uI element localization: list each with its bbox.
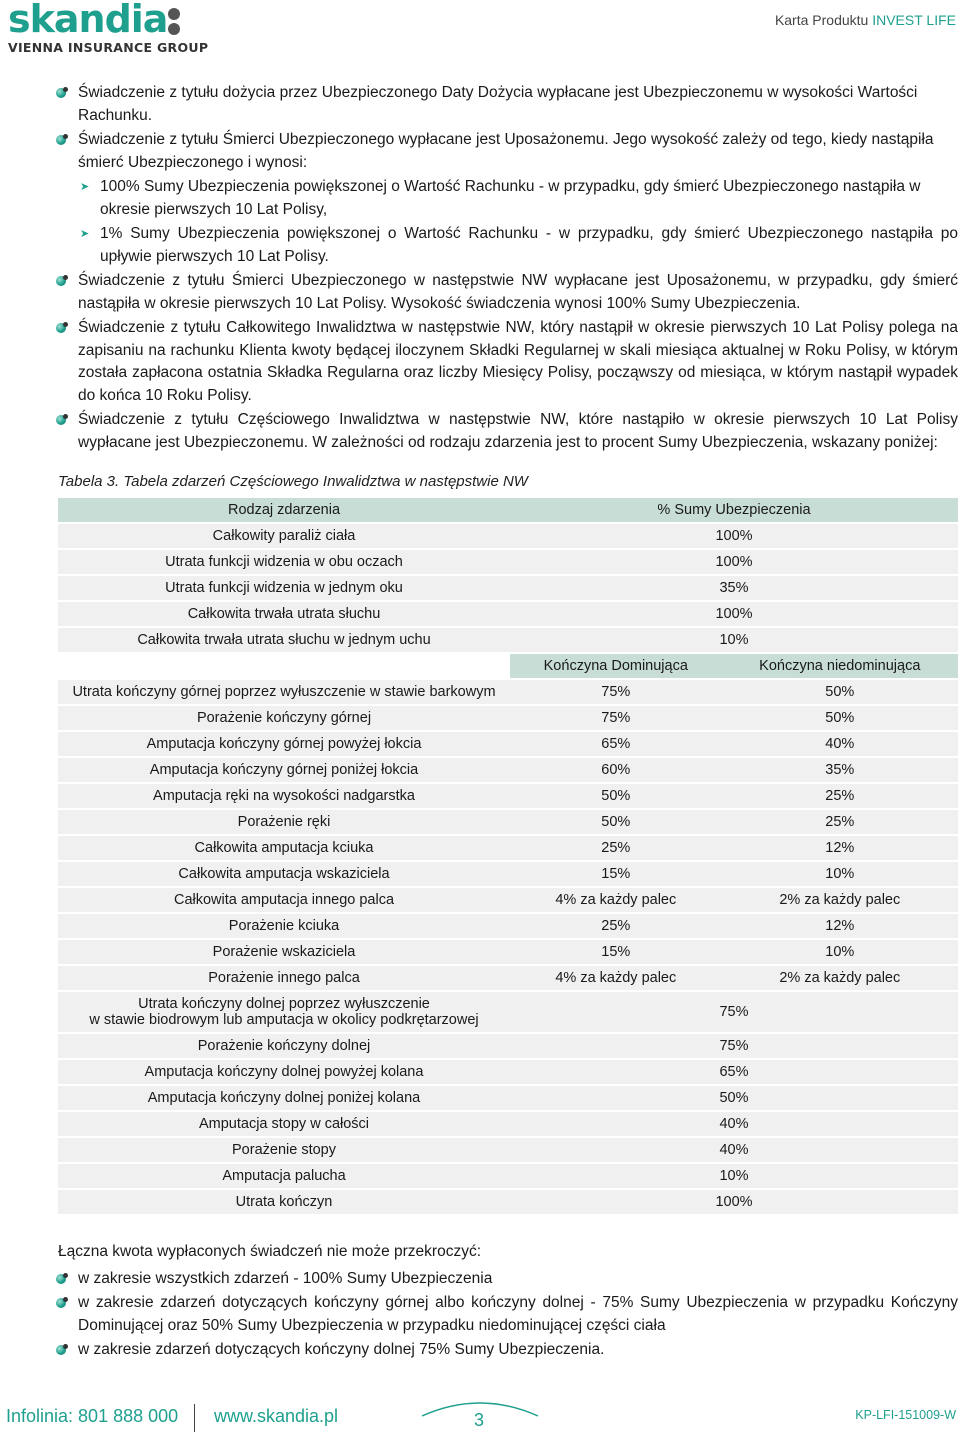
footer-divider [194, 1404, 195, 1432]
table-row [58, 1138, 958, 1162]
event-cell: Całkowita trwała utrata słuchu [58, 602, 510, 626]
percent-cell: 40% [510, 1112, 958, 1136]
percent-cell: 100% [510, 1190, 958, 1214]
percent-cell: 75% [510, 1034, 958, 1058]
event-cell: Całkowita amputacja innego palca [58, 888, 510, 912]
dominant-percent-cell: 15% [510, 940, 722, 964]
document-code: KP-LFI-151009-W [855, 1408, 956, 1422]
table-row [58, 862, 958, 886]
list-item [58, 270, 958, 315]
subheader-dominant: Kończyna Dominująca [510, 654, 722, 678]
subheader-nondominant: Kończyna niedominująca [722, 654, 958, 678]
event-cell: Całkowity paraliż ciała [58, 524, 510, 548]
sub-bullet-text: 1% Sumy Ubezpieczenia powiększonej o Wartość Rachunku - w przypadku, gdy śmierć Ubezpieczonego nastąpiła po upływie pierwszych 10 Lat Polisy. [100, 225, 958, 265]
table-row [58, 940, 958, 964]
column-header-percent: % Sumy Ubezpieczenia [510, 498, 958, 522]
percent-cell: 100% [510, 524, 958, 548]
event-cell: Utrata kończyny górnej poprzez wyłuszczenie w stawie barkowym [58, 680, 510, 704]
bullet-text: Świadczenie z tytułu Całkowitego Inwalidztwa w następstwie NW, który nastąpił w okresie pierwszych 10 Lat Polisy polega na zapisaniu na rachunku Klienta kwoty będącej iloczynem Składki Regularnej w skali miesiąca aktualnej w Roku Polisy, w którym została zapłacona ostatnia Składka Regularna oraz liczby Miesięcy Polisy, począwszy od miesiąca, w którym nastąpił wypadek do końca 10 Roku Polisy. [78, 319, 958, 404]
table-caption: Tabela 3. Tabela zdarzeń Częściowego Inwalidztwa w następstwie NW [58, 473, 528, 490]
event-cell: Porażenie kończyny dolnej [58, 1034, 510, 1058]
website-link[interactable]: www.skandia.pl [214, 1406, 339, 1426]
table-row [58, 836, 958, 860]
list-item [58, 1339, 958, 1362]
nondominant-percent-cell: 2% za każdy palec [722, 888, 958, 912]
document-title [775, 12, 956, 28]
page-footer [0, 1400, 960, 1440]
bullet-text: w zakresie wszystkich zdarzeń - 100% Sumy Ubezpieczenia [78, 1269, 493, 1287]
nondominant-percent-cell: 25% [722, 784, 958, 808]
table-row [58, 550, 958, 574]
table-row [58, 888, 958, 912]
summary-section [58, 1241, 958, 1364]
bullet-icon [56, 276, 66, 286]
percent-cell: 35% [510, 576, 958, 600]
table-row [58, 732, 958, 756]
dominant-percent-cell: 75% [510, 706, 722, 730]
bullet-text: Świadczenie z tytułu Śmierci Ubezpieczonego wypłacane jest Uposażonemu. Jego wysokość zależy od tego, kiedy nastąpiła śmierć Ubezpieczonego i wynosi: [78, 131, 934, 171]
table-row [58, 810, 958, 834]
document-title-prefix: Karta Produktu [774, 12, 869, 28]
table-row [58, 628, 958, 652]
percent-cell: 40% [510, 1138, 958, 1162]
hotline: Infolinia: 801 888 000 [6, 1406, 179, 1426]
event-cell: Utrata funkcji widzenia w jednym oku [58, 576, 510, 600]
event-cell: Porażenie ręki [58, 810, 510, 834]
table-body [58, 498, 958, 1214]
table-row [58, 1060, 958, 1084]
bullet-icon [56, 135, 66, 145]
dominant-percent-cell: 4% za każdy palec [510, 966, 722, 990]
nondominant-percent-cell: 12% [722, 836, 958, 860]
event-cell: Utrata kończyn [58, 1190, 510, 1214]
percent-cell: 100% [510, 602, 958, 626]
event-cell: Amputacja kończyny dolnej powyżej kolana [58, 1060, 510, 1084]
column-header-event: Rodzaj zdarzenia [58, 498, 510, 522]
table-row [58, 654, 958, 678]
arrow-icon: ➤ [80, 181, 90, 193]
event-cell: Całkowita amputacja kciuka [58, 836, 510, 860]
bullet-icon [56, 1345, 66, 1355]
event-cell [58, 992, 510, 1032]
table-row [58, 576, 958, 600]
logo-dots-icon [168, 8, 182, 38]
dominant-percent-cell: 50% [510, 810, 722, 834]
list-item [58, 317, 958, 407]
nondominant-percent-cell: 25% [722, 810, 958, 834]
nondominant-percent-cell: 12% [722, 914, 958, 938]
list-item [58, 409, 958, 454]
bullet-icon [56, 323, 66, 333]
event-cell: Porażenie kciuka [58, 914, 510, 938]
table-row [58, 524, 958, 548]
page-header [0, 0, 960, 60]
bullet-text: w zakresie zdarzeń dotyczących kończyny dolnej 75% Sumy Ubezpieczenia. [78, 1341, 605, 1358]
list-item [58, 82, 958, 127]
event-cell: Amputacja ręki na wysokości nadgarstka [58, 784, 510, 808]
percent-cell: 75% [510, 992, 958, 1032]
sub-list-item [58, 176, 958, 221]
nondominant-percent-cell: 50% [722, 680, 958, 704]
event-cell: Porażenie innego palca [58, 966, 510, 990]
percent-cell: 100% [510, 550, 958, 574]
sub-bullet-text: 100% Sumy Ubezpieczenia powiększonej o Wartość Rachunku - w przypadku, gdy śmierć Ubezpieczonego nastąpiła w okresie pierwszych 10 Lat Polisy, [100, 178, 921, 218]
event-cell: Porażenie wskaziciela [58, 940, 510, 964]
table-row [58, 1164, 958, 1188]
percent-cell: 50% [510, 1086, 958, 1110]
event-cell: Amputacja kończyny dolnej poniżej kolana [58, 1086, 510, 1110]
sub-list-item [58, 223, 958, 268]
bullet-icon [56, 1298, 66, 1308]
list-item [58, 129, 958, 174]
bullet-text: w zakresie zdarzeń dotyczących kończyny górnej albo kończyny dolnej - 75% Sumy Ubezpieczenia w przypadku Kończyny Dominującej oraz 50% Sumy Ubezpieczenia w przypadku niedominującej części ciała [78, 1294, 958, 1334]
dominant-percent-cell: 4% za każdy palec [510, 888, 722, 912]
page-number: 3 [474, 1410, 485, 1430]
dominant-percent-cell: 25% [510, 914, 722, 938]
event-line: w stawie biodrowym lub amputacja w okolicy podkrętarzowej [89, 1012, 479, 1028]
nondominant-percent-cell: 40% [722, 732, 958, 756]
dominant-percent-cell: 50% [510, 784, 722, 808]
table-row [58, 1190, 958, 1214]
event-cell: Amputacja kończyny górnej poniżej łokcia [58, 758, 510, 782]
event-cell: Całkowita amputacja wskaziciela [58, 862, 510, 886]
table-row [58, 992, 958, 1032]
dominant-percent-cell: 15% [510, 862, 722, 886]
empty-cell [58, 654, 510, 678]
event-cell: Amputacja kończyny górnej powyżej łokcia [58, 732, 510, 756]
event-cell: Amputacja stopy w całości [58, 1112, 510, 1136]
dominant-percent-cell: 65% [510, 732, 722, 756]
summary-intro: Łączna kwota wypłaconych świadczeń nie może przekroczyć: [58, 1243, 481, 1260]
benefits-section [58, 82, 958, 456]
event-cell: Utrata funkcji widzenia w obu oczach [58, 550, 510, 574]
table-row [58, 966, 958, 990]
event-line: Utrata kończyny dolnej poprzez wyłuszczenie [138, 996, 430, 1012]
dominant-percent-cell: 75% [510, 680, 722, 704]
event-cell: Porażenie kończyny górnej [58, 706, 510, 730]
bullet-text: Świadczenie z tytułu Częściowego Inwalidztwa w następstwie NW, które nastąpiło w okresie pierwszych 10 Lat Polisy wypłacane jest Ubezpieczonemu. W zależności od rodzaju zdarzenia jest to procent Sumy Ubezpieczenia, wskazany poniżej: [78, 411, 958, 451]
percent-cell: 10% [510, 628, 958, 652]
percent-cell: 65% [510, 1060, 958, 1084]
event-cell: Całkowita trwała utrata słuchu w jednym uchu [58, 628, 510, 652]
dominant-percent-cell: 60% [510, 758, 722, 782]
event-cell: Amputacja palucha [58, 1164, 510, 1188]
table-header-row [58, 498, 958, 522]
table-row [58, 706, 958, 730]
arrow-icon: ➤ [80, 228, 90, 240]
document-title-product: INVEST LIFE [872, 12, 956, 28]
nondominant-percent-cell: 10% [722, 940, 958, 964]
event-cell: Porażenie stopy [58, 1138, 510, 1162]
bullet-icon [56, 1274, 66, 1284]
table-row [58, 758, 958, 782]
table-row [58, 602, 958, 626]
nondominant-percent-cell: 50% [722, 706, 958, 730]
bullet-text: Świadczenie z tytułu dożycia przez Ubezpieczonego Daty Dożycia wypłacane jest Ubezpieczonemu w wysokości Wartości Rachunku. [78, 84, 918, 124]
table-row [58, 1086, 958, 1110]
table-row [58, 1034, 958, 1058]
nondominant-percent-cell: 2% za każdy palec [722, 966, 958, 990]
list-item [58, 1268, 958, 1291]
percent-cell: 10% [510, 1164, 958, 1188]
bullet-icon [56, 415, 66, 425]
skandia-logo [8, 0, 208, 55]
brand-name: skandia [8, 0, 168, 41]
table-row [58, 1112, 958, 1136]
table-row [58, 680, 958, 704]
table-row [58, 914, 958, 938]
nondominant-percent-cell: 10% [722, 862, 958, 886]
brand-subtitle: VIENNA INSURANCE GROUP [8, 40, 209, 55]
nondominant-percent-cell: 35% [722, 758, 958, 782]
list-item [58, 1292, 958, 1337]
dominant-percent-cell: 25% [510, 836, 722, 860]
disability-table [58, 496, 958, 1216]
table-row [58, 784, 958, 808]
bullet-icon [56, 88, 66, 98]
bullet-text: Świadczenie z tytułu Śmierci Ubezpieczonego w następstwie NW wypłacane jest Uposażonemu, w przypadku, gdy śmierć nastąpiła w okresie pierwszych 10 Lat Polisy. Wysokość świadczenia wynosi 100% Sumy Ubezpieczenia. [78, 272, 958, 312]
